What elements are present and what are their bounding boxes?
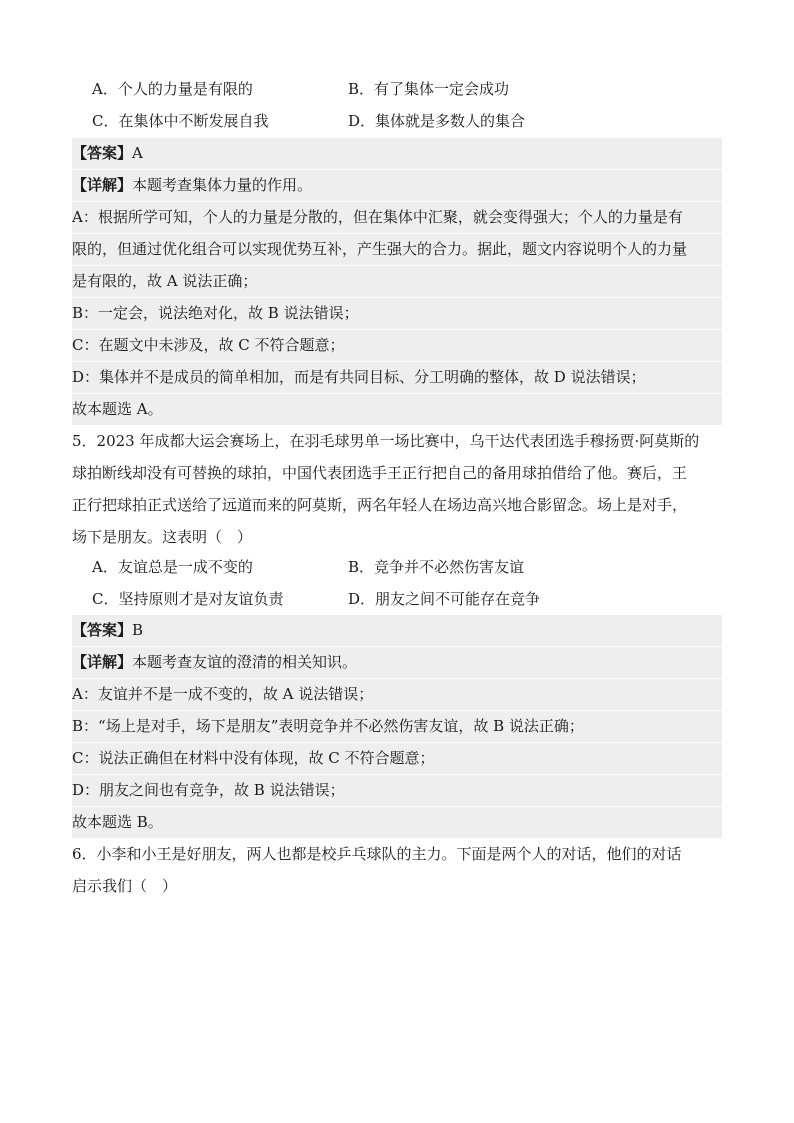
- q5-analysis-line: C：说法正确但在材料中没有体现，故 C 不符合题意；: [72, 743, 722, 774]
- q4-answer: [72, 138, 722, 169]
- q4-conclusion: 故本题选 A。: [72, 394, 722, 425]
- q6-stem-line: 6．小李和小王是好朋友，两人也都是校乒乓球队的主力。下面是两个人的对话，他们的对话: [72, 845, 682, 863]
- q4-option-c: C．在集体中不断发展自我: [92, 112, 269, 130]
- detail-intro: 本题考查友谊的澄清的相关知识。: [132, 653, 358, 671]
- q4-option-d: D．集体就是多数人的集合: [348, 112, 526, 130]
- answer-value: B: [132, 621, 144, 639]
- detail-label: 【详解】: [72, 176, 133, 194]
- detail-label: 【详解】: [72, 653, 133, 671]
- q5-option-b: B．竞争并不必然伤害友谊: [348, 558, 525, 576]
- q5-options-row-2: [72, 584, 722, 615]
- detail-intro: 本题考查集体力量的作用。: [132, 176, 313, 194]
- q5-analysis-line: A：友谊并不是一成不变的，故 A 说法错误；: [72, 679, 722, 710]
- q5-option-c: C．坚持原则才是对友谊负责: [92, 590, 284, 608]
- q5-option-d: D．朋友之间不可能存在竞争: [348, 590, 541, 608]
- q4-detail: [72, 170, 722, 201]
- q5-stem-line: 5．2023 年成都大运会赛场上，在羽毛球男单一场比赛中，乌干达代表团选手穆扬贾·阿莫斯的: [72, 432, 700, 450]
- q5-analysis-line: B：“场上是对手，场下是朋友”表明竞争并不必然伤害友谊，故 B 说法正确；: [72, 711, 722, 742]
- q4-analysis-line: 限的，但通过优化组合可以实现优势互补，产生强大的合力。据此，题文内容说明个人的力量: [72, 234, 722, 265]
- answer-value: A: [132, 144, 143, 162]
- q6-stem-line: 启示我们（ ）: [72, 877, 178, 895]
- q4-analysis-line: C：在题文中未涉及，故 C 不符合题意；: [72, 330, 722, 361]
- q4-option-a: A．个人的力量是有限的: [92, 80, 253, 98]
- q5-stem-line: 正行把球拍正式送给了远道而来的阿莫斯，两名年轻人在场边高兴地合影留念。场上是对手，: [72, 496, 688, 514]
- q4-analysis-line: B：一定会，说法绝对化，故 B 说法错误；: [72, 298, 722, 329]
- q4-analysis-line: 是有限的，故 A 说法正确；: [72, 266, 722, 297]
- q4-options-row-2: [72, 106, 722, 137]
- q5-detail: [72, 647, 722, 678]
- q5-options-row-1: [72, 552, 722, 583]
- q4-analysis-line: A：根据所学可知，个人的力量是分散的，但在集体中汇聚，就会变得强大；个人的力量是有: [72, 202, 722, 233]
- q5-stem-line: 场下是朋友。这表明（ ）: [72, 528, 253, 546]
- q4-option-b: B．有了集体一定会成功: [348, 80, 510, 98]
- q5-option-a: A．友谊总是一成不变的: [92, 558, 253, 576]
- q5-conclusion: 故本题选 B。: [72, 807, 722, 838]
- answer-label: 【答案】: [72, 621, 133, 639]
- q5-stem-line: 球拍断线却没有可替换的球拍，中国代表团选手王正行把自己的备用球拍借给了他。赛后，王: [72, 464, 688, 482]
- q5-answer: [72, 615, 722, 646]
- answer-label: 【答案】: [72, 144, 133, 162]
- q4-analysis-line: D：集体并不是成员的简单相加，而是有共同目标、分工明确的整体，故 D 说法错误；: [72, 362, 722, 393]
- q4-options-row-1: [72, 74, 722, 105]
- q5-analysis-line: D：朋友之间也有竞争，故 B 说法错误；: [72, 775, 722, 806]
